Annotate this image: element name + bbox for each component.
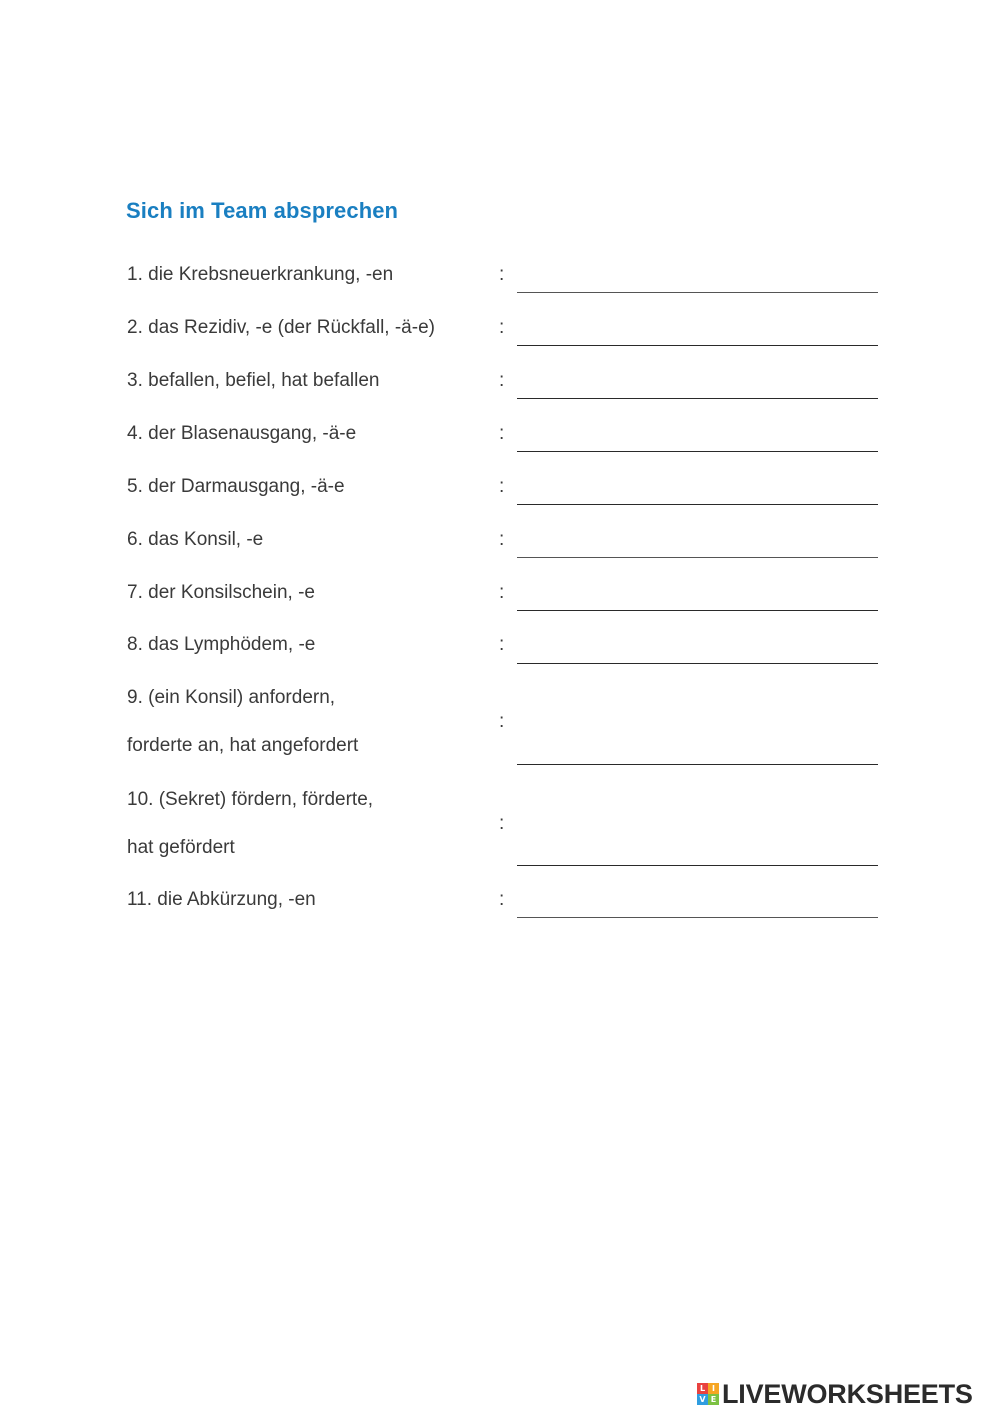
answer-field[interactable] (517, 377, 878, 399)
term-colon: : (499, 889, 505, 910)
term-label: 6. das Konsil, -e (127, 529, 264, 550)
answer-field[interactable] (517, 483, 878, 505)
term-colon: : (499, 423, 505, 444)
term-label: 5. der Darmausgang, -ä-e (127, 476, 345, 497)
answer-field[interactable] (517, 430, 878, 452)
term-label: 11. die Abkürzung, -en (127, 889, 316, 910)
answer-field[interactable] (517, 589, 878, 611)
term-label: 10. (Sekret) fördern, förderte, (127, 789, 374, 810)
term-colon: : (499, 476, 505, 497)
term-label-continued: hat gefördert (127, 837, 235, 858)
logo-tile: E (708, 1394, 719, 1405)
logo-wordmark: LIVEWORKSHEETS (722, 1378, 973, 1409)
term-colon: : (499, 582, 505, 603)
term-colon: : (499, 813, 505, 834)
page-title: Sich im Team absprechen (126, 198, 399, 223)
term-label: 2. das Rezidiv, -e (der Rückfall, -ä-e) (127, 317, 435, 338)
term-colon: : (499, 317, 505, 338)
term-label: 7. der Konsilschein, -e (127, 582, 315, 603)
answer-field[interactable] (517, 844, 878, 866)
answer-field[interactable] (517, 271, 878, 293)
term-colon: : (499, 529, 505, 550)
term-colon: : (499, 370, 505, 391)
answer-field[interactable] (517, 324, 878, 346)
term-label: 3. befallen, befiel, hat befallen (127, 370, 380, 391)
logo-tile: I (708, 1383, 719, 1394)
term-label: 9. (ein Konsil) anfordern, (127, 687, 336, 708)
logo-tile: L (697, 1383, 708, 1394)
liveworksheets-logo-icon (697, 1383, 719, 1405)
term-label: 4. der Blasenausgang, -ä-e (127, 423, 357, 444)
term-colon: : (499, 711, 505, 732)
answer-field[interactable] (517, 536, 878, 558)
answer-field[interactable] (517, 642, 878, 664)
term-label: 8. das Lymphödem, -e (127, 634, 316, 655)
answer-field[interactable] (517, 896, 878, 918)
logo-tile: V (697, 1394, 708, 1405)
liveworksheets-logo (697, 1378, 973, 1410)
term-colon: : (499, 634, 505, 655)
term-label: 1. die Krebsneuerkrankung, -en (127, 264, 394, 285)
term-colon: : (499, 264, 505, 285)
answer-field[interactable] (517, 743, 878, 765)
term-label-continued: forderte an, hat angefordert (127, 735, 359, 756)
